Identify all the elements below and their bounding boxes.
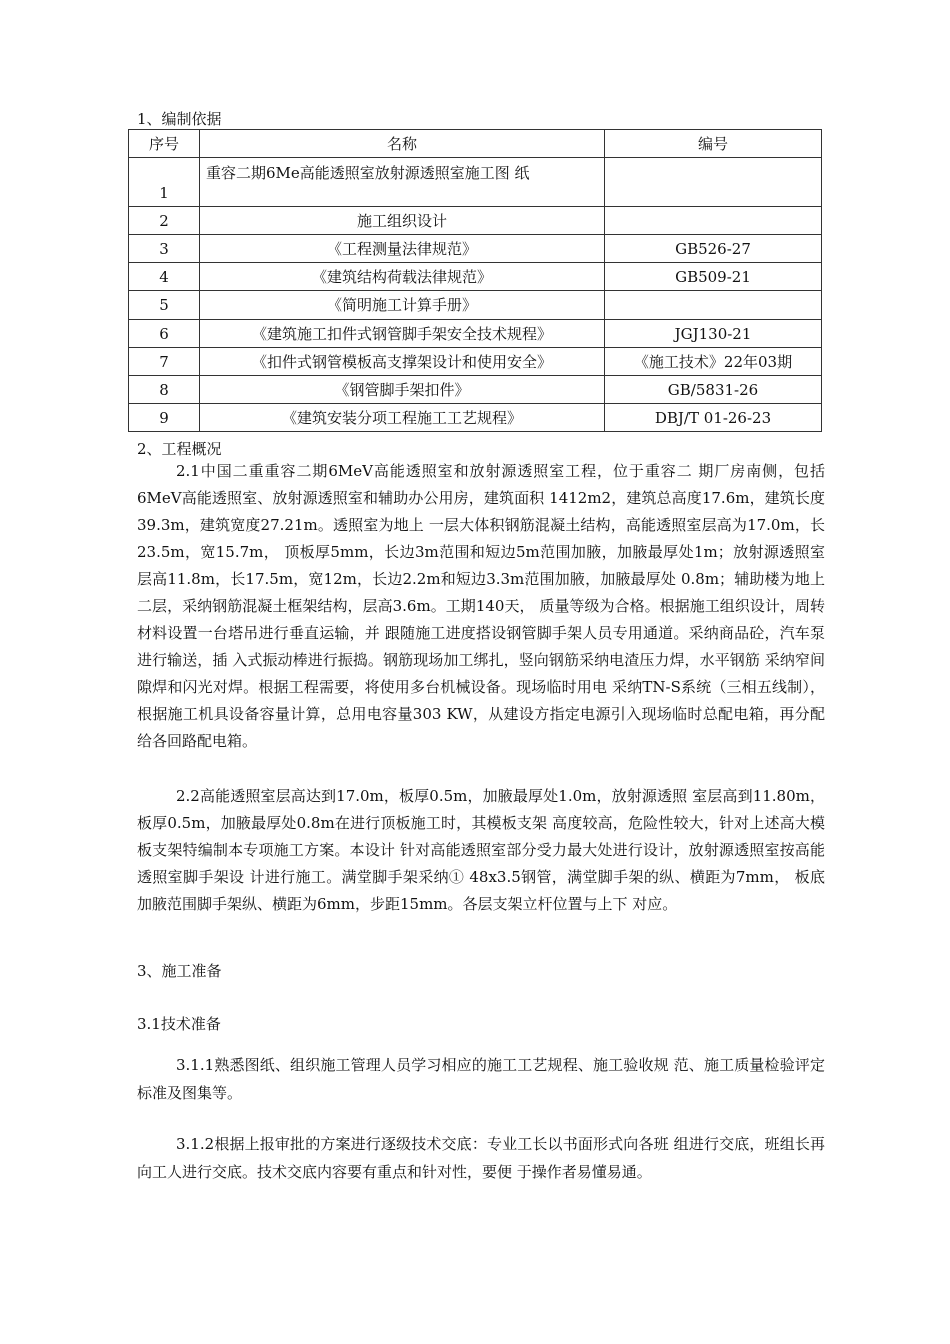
header-name: 名称 — [200, 130, 605, 158]
row-code — [605, 158, 822, 207]
header-no: 序号 — [129, 130, 200, 158]
row-no: 9 — [129, 404, 200, 432]
row-name: 重容二期6Me高能透照室放射源透照室施工图 纸 — [200, 158, 605, 207]
section-heading-3-1: 3.1技术准备 — [137, 1015, 221, 1033]
table-row — [129, 235, 822, 263]
row-code: DBJ/T 01-26-23 — [605, 404, 822, 432]
row-code: GB/5831-26 — [605, 376, 822, 404]
paragraph-2-1: 2.1中国二重重容二期6MeV高能透照室和放射源透照室工程，位于重容二 期厂房南侧，包括6MeV高能透照室、放射源透照室和辅助办公用房，建筑面积 1412m2，建筑总高度17.6m，建筑长度39.3m，建筑宽度27.21m。透照室为地上 一层大体积钢筋混凝土结构，高能透照室层高为17.0m，长23.5m，宽15.7m， 顶板厚5mm，长边3m范围和短边5m范围加腋，加腋最厚处1m；放射源透照室 层高11.8m，长17.5m，宽12m，长边2.2m和短边3.3m范围加腋，加腋最厚处 0.8m；辅助楼为地上二层，采纳钢筋混凝土框架结构，层高3.6m。工期140天， 质量等级为合格。根据施工组织设计，周转材料设置一台塔吊进行垂直运输，并 跟随施工进度搭设钢管脚手架人员专用通道。采纳商品砼，汽车泵进行输送，插 入式振动棒进行振捣。钢筋现场加工绑扎，竖向钢筋采纳电渣压力焊，水平钢筋 采纳窄间隙焊和闪光对焊。根据工程需要，将使用多台机械设备。现场临时用电 采纳TN-S系统（三相五线制），根据施工机具设备容量计算，总用电容量303 KW，从建设方指定电源引入现场临时总配电箱，再分配给各回路配电箱。 — [137, 462, 825, 750]
table-row — [129, 263, 822, 291]
row-no: 4 — [129, 263, 200, 291]
row-name: 《建筑施工扣件式钢管脚手架安全技术规程》 — [200, 320, 605, 348]
row-name: 《建筑结构荷载法律规范》 — [200, 263, 605, 291]
row-name: 《工程测量法律规范》 — [200, 235, 605, 263]
row-code: GB509-21 — [605, 263, 822, 291]
paragraph-3-1-2: 3.1.2根据上报审批的方案进行逐级技术交底：专业工长以书面形式向各班 组进行交底，班组长再向工人进行交底。技术交底内容要有重点和针对性，要便 于操作者易懂易通。 — [137, 1135, 825, 1181]
row-no: 5 — [129, 291, 200, 320]
section-heading-3: 3、施工准备 — [137, 962, 222, 980]
table-row — [129, 320, 822, 348]
row-code: 《施工技术》22年03期 — [605, 348, 822, 376]
paragraph-2-2: 2.2高能透照室层高达到17.0m，板厚0.5m，加腋最厚处1.0m，放射源透照 室层高到11.80m，板厚0.5m，加腋最厚处0.8m在进行顶板施工时，其模板支架 高度较高，危险性较大，针对上述高大模板支架特编制本专项施工方案。本设计 针对高能透照室部分受力最大处进行设计，放射源透照室按高能透照室脚手架设 计进行施工。满堂脚手架采纳① 48x3.5钢管，满堂脚手架的纵、横距为7mm， 板底加腋范围脚手架纵、横距为6mm，步距15mm。各层支架立杆位置与上下 对应。 — [137, 787, 825, 913]
row-name: 《简明施工计算手册》 — [200, 291, 605, 320]
section-heading-1: 1、编制依据 — [137, 110, 222, 128]
row-no: 7 — [129, 348, 200, 376]
table-header-row — [129, 130, 822, 158]
table-row — [129, 291, 822, 320]
row-name: 《建筑安装分项工程施工工艺规程》 — [200, 404, 605, 432]
header-code: 编号 — [605, 130, 822, 158]
row-code — [605, 291, 822, 320]
table-row — [129, 207, 822, 235]
row-code: GB526-27 — [605, 235, 822, 263]
row-code: JGJ130-21 — [605, 320, 822, 348]
table-row — [129, 348, 822, 376]
row-name: 《钢管脚手架扣件》 — [200, 376, 605, 404]
basis-table — [128, 129, 822, 432]
row-no: 1 — [129, 158, 200, 207]
row-no: 2 — [129, 207, 200, 235]
row-no: 3 — [129, 235, 200, 263]
section-heading-2: 2、工程概况 — [137, 440, 222, 458]
row-no: 8 — [129, 376, 200, 404]
row-name: 施工组织设计 — [200, 207, 605, 235]
table-row — [129, 376, 822, 404]
row-no: 6 — [129, 320, 200, 348]
table-row — [129, 404, 822, 432]
paragraph-3-1-1: 3.1.1熟悉图纸、组织施工管理人员学习相应的施工工艺规程、施工验收规 范、施工质量检验评定标准及图集等。 — [137, 1056, 825, 1102]
table-row — [129, 158, 822, 207]
row-name: 《扣件式钢管模板高支撑架设计和使用安全》 — [200, 348, 605, 376]
row-code — [605, 207, 822, 235]
